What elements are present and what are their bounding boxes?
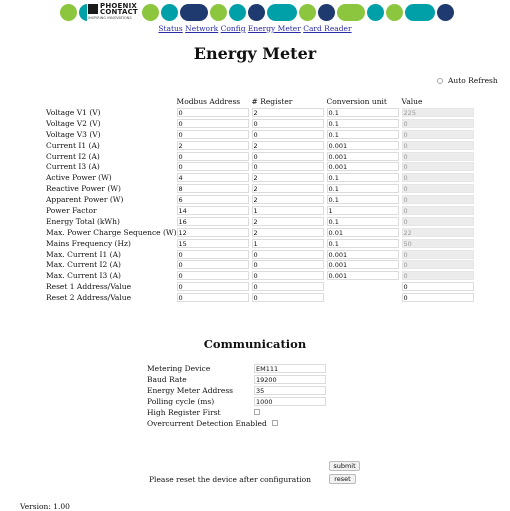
reset-button[interactable]: reset <box>329 474 356 484</box>
table-cell <box>252 140 327 151</box>
row-label: Reset 2 Address/Value <box>46 293 132 303</box>
table-cell <box>177 183 252 194</box>
brand-dot <box>367 4 384 21</box>
table-cell <box>177 227 252 238</box>
value-readonly-field: 0 <box>402 250 474 259</box>
value-readonly-field: 0 <box>402 271 474 280</box>
table-cell <box>252 183 327 194</box>
table-cell <box>252 172 327 183</box>
table-cell <box>252 292 327 303</box>
value-readonly-field: 0 <box>402 130 474 139</box>
value-readonly-field: 0 <box>402 119 474 128</box>
table-cell <box>252 281 327 292</box>
page-title: Energy Meter <box>193 44 317 63</box>
table-row <box>46 161 477 172</box>
nav-link-network[interactable]: Network <box>185 24 219 33</box>
conversion-unit-input[interactable]: 0.1 <box>327 108 399 117</box>
table-cell <box>177 270 252 281</box>
reset-address-input[interactable]: 0 <box>177 293 249 302</box>
table-cell <box>402 129 477 140</box>
table-cell <box>402 227 477 238</box>
conversion-unit-input[interactable]: 0.001 <box>327 271 399 280</box>
nav-link-status[interactable]: Status <box>158 24 183 33</box>
table-cell <box>252 161 327 172</box>
top-nav <box>0 24 510 33</box>
modbus-address-input[interactable]: 0 <box>177 271 249 280</box>
table-cell <box>177 129 252 140</box>
table-cell <box>177 281 252 292</box>
table-cell <box>402 118 477 129</box>
brand-dot <box>229 4 246 21</box>
table-row <box>46 194 477 205</box>
meter-table-body <box>46 107 477 303</box>
register-count-input[interactable]: 1 <box>252 239 324 248</box>
table-cell <box>402 249 477 260</box>
table-header-row <box>46 95 477 107</box>
value-readonly-field: 50 <box>402 239 474 248</box>
table-cell <box>327 281 402 292</box>
brand-dot <box>210 4 227 21</box>
modbus-address-input[interactable]: 0 <box>177 250 249 259</box>
table-cell <box>402 161 477 172</box>
table-row <box>46 238 477 249</box>
modbus-address-input[interactable]: 15 <box>177 239 249 248</box>
modbus-address-input[interactable]: 12 <box>177 228 249 237</box>
table-cell <box>327 270 402 281</box>
table-cell <box>177 151 252 162</box>
conversion-unit-input[interactable]: 0.1 <box>327 195 399 204</box>
register-count-input[interactable]: 0 <box>252 162 324 171</box>
header-label-spacer <box>46 95 177 107</box>
register-count-input[interactable]: 0 <box>252 119 324 128</box>
table-row <box>46 205 477 216</box>
brand-pill <box>267 4 297 21</box>
table-row <box>46 129 477 140</box>
brand-dot <box>437 4 454 21</box>
table-cell <box>252 107 327 118</box>
register-count-input[interactable]: 0 <box>252 130 324 139</box>
table-cell <box>327 216 402 227</box>
table-cell <box>402 292 477 303</box>
reset-address-input[interactable]: 0 <box>177 282 249 291</box>
column-header: # Register <box>251 96 293 106</box>
modbus-address-input[interactable]: 0 <box>177 119 249 128</box>
column-header: Conversion unit <box>326 96 387 106</box>
table-cell <box>177 172 252 183</box>
table-row <box>46 259 477 270</box>
row-label: Max. Current I2 (A) <box>46 260 121 270</box>
logo-title: PHOENIX CONTACT <box>100 2 138 16</box>
submit-button[interactable]: submit <box>329 461 360 471</box>
modbus-address-input[interactable]: 0 <box>177 108 249 117</box>
table-cell <box>177 161 252 172</box>
modbus-address-input[interactable]: 0 <box>177 152 249 161</box>
table-cell <box>327 151 402 162</box>
conversion-unit-input[interactable]: 0.01 <box>327 228 399 237</box>
table-cell <box>402 205 477 216</box>
register-count-input[interactable]: 2 <box>252 108 324 117</box>
table-cell <box>402 238 477 249</box>
modbus-address-input[interactable]: 0 <box>177 130 249 139</box>
meter-address-input[interactable]: 35 <box>254 386 326 395</box>
table-cell <box>327 107 402 118</box>
reset-value-input[interactable]: 0 <box>402 293 474 302</box>
comm-label: Metering Device <box>147 364 211 373</box>
value-readonly-field: 0 <box>402 141 474 150</box>
modbus-address-input[interactable]: 4 <box>177 173 249 182</box>
modbus-address-input[interactable]: 8 <box>177 184 249 193</box>
comm-label: Polling cycle (ms) <box>147 397 215 406</box>
table-row <box>46 216 477 227</box>
table-cell <box>177 216 252 227</box>
table-cell <box>252 151 327 162</box>
row-label: Active Power (W) <box>46 173 112 183</box>
table-cell <box>402 172 477 183</box>
high-register-first-checkbox[interactable] <box>254 409 260 415</box>
table-cell <box>252 118 327 129</box>
reset-row <box>46 292 477 303</box>
table-cell <box>252 238 327 249</box>
table-cell <box>327 205 402 216</box>
conversion-unit-input[interactable]: 0.1 <box>327 173 399 182</box>
register-count-input[interactable]: 2 <box>252 228 324 237</box>
table-cell <box>252 194 327 205</box>
communication-title: Communication <box>203 337 307 351</box>
brand-pill <box>337 4 365 21</box>
value-readonly-field: 0 <box>402 162 474 171</box>
reset-value-input[interactable]: 0 <box>402 282 474 291</box>
table-cell <box>402 194 477 205</box>
comm-row <box>147 418 326 429</box>
brand-dot <box>386 4 403 21</box>
table-row <box>46 172 477 183</box>
value-readonly-field: 0 <box>402 173 474 182</box>
modbus-address-input[interactable]: 16 <box>177 217 249 226</box>
table-cell <box>327 249 402 260</box>
row-label: Current I2 (A) <box>46 151 100 161</box>
row-label: Apparent Power (W) <box>46 195 124 205</box>
table-cell <box>402 216 477 227</box>
row-label: Voltage V3 (V) <box>46 129 101 139</box>
table-cell <box>177 292 252 303</box>
comm-row <box>147 374 326 385</box>
conversion-unit-input[interactable]: 0.1 <box>327 130 399 139</box>
table-cell <box>252 259 327 270</box>
version-label: Version: 1.00 <box>20 502 70 511</box>
row-label: Power Factor <box>46 205 97 215</box>
table-cell <box>327 238 402 249</box>
brand-dot <box>248 4 265 21</box>
brand-dot <box>161 4 178 21</box>
brand-dot <box>318 4 335 21</box>
table-cell <box>327 194 402 205</box>
overcurrent-detection-checkbox[interactable] <box>272 420 278 426</box>
row-label: Max. Current I3 (A) <box>46 271 121 281</box>
nav-link-card-reader[interactable]: Card Reader <box>303 24 352 33</box>
row-label: Current I1 (A) <box>46 140 100 150</box>
row-label: Max. Power Charge Sequence (W) <box>46 227 177 237</box>
table-cell <box>327 140 402 151</box>
table-cell <box>177 238 252 249</box>
table-cell <box>252 129 327 140</box>
comm-row <box>147 396 326 407</box>
nav-link-config[interactable]: Config <box>220 24 246 33</box>
value-readonly-field: 22 <box>402 228 474 237</box>
register-count-input[interactable]: 2 <box>252 195 324 204</box>
table-cell <box>327 172 402 183</box>
table-cell <box>252 227 327 238</box>
table-cell <box>402 151 477 162</box>
brand-pill <box>405 4 435 21</box>
modbus-address-input[interactable]: 0 <box>177 260 249 269</box>
conversion-unit-input[interactable]: 0.1 <box>327 119 399 128</box>
modbus-address-input[interactable]: 0 <box>177 162 249 171</box>
brand-header <box>0 0 510 24</box>
comm-label: Energy Meter Address <box>147 386 234 395</box>
value-readonly-field: 0 <box>402 260 474 269</box>
row-label: Max. Current I1 (A) <box>46 249 121 259</box>
value-readonly-field: 0 <box>402 184 474 193</box>
table-cell <box>402 183 477 194</box>
row-label: Reset 1 Address/Value <box>46 282 132 292</box>
table-cell <box>327 259 402 270</box>
table-cell <box>177 194 252 205</box>
comm-row <box>147 363 326 374</box>
polling-cycle-input[interactable]: 1000 <box>254 397 326 406</box>
conversion-unit-input[interactable]: 1 <box>327 206 399 215</box>
baud-rate-input[interactable]: 19200 <box>254 375 326 384</box>
table-cell <box>327 161 402 172</box>
value-readonly-field: 0 <box>402 206 474 215</box>
row-label: Mains Frequency (Hz) <box>46 238 131 248</box>
table-cell <box>177 249 252 260</box>
table-cell <box>327 129 402 140</box>
logo-tagline: INSPIRING INNOVATIONS <box>88 16 132 20</box>
register-count-input[interactable]: 2 <box>252 141 324 150</box>
row-label: Voltage V2 (V) <box>46 118 101 128</box>
table-row <box>46 151 477 162</box>
table-cell <box>402 259 477 270</box>
column-header: Modbus Address <box>176 96 241 106</box>
reset-register-input[interactable]: 0 <box>252 293 324 302</box>
table-cell <box>177 205 252 216</box>
communication-table <box>147 363 326 429</box>
conversion-unit-input[interactable]: 0.001 <box>327 250 399 259</box>
modbus-address-input[interactable]: 14 <box>177 206 249 215</box>
value-readonly-field: 225 <box>402 108 474 117</box>
table-cell <box>402 270 477 281</box>
register-count-input[interactable]: 0 <box>252 152 324 161</box>
register-count-input[interactable]: 0 <box>252 271 324 280</box>
logo-mark-icon <box>88 4 98 14</box>
reset-register-input[interactable]: 0 <box>252 282 324 291</box>
row-label: Current I3 (A) <box>46 162 100 172</box>
reset-row <box>46 281 477 292</box>
conversion-unit-input[interactable]: 0.001 <box>327 260 399 269</box>
brand-dot <box>142 4 159 21</box>
row-label: Reactive Power (W) <box>46 184 121 194</box>
brand-dot <box>60 4 77 21</box>
table-cell <box>402 107 477 118</box>
auto-refresh-radio[interactable] <box>437 78 443 84</box>
table-row <box>46 118 477 129</box>
phoenix-contact-logo <box>87 3 139 22</box>
value-readonly-field: 0 <box>402 152 474 161</box>
table-row <box>46 270 477 281</box>
comm-label: High Register First <box>147 408 221 417</box>
comm-label: Baud Rate <box>147 375 187 384</box>
table-cell <box>252 205 327 216</box>
table-row <box>46 249 477 260</box>
table-cell <box>402 281 477 292</box>
comm-row <box>147 385 326 396</box>
conversion-unit-input[interactable]: 0.001 <box>327 141 399 150</box>
auto-refresh-label: Auto Refresh <box>448 76 498 85</box>
comm-label: Overcurrent Detection Enabled <box>147 419 267 428</box>
comm-row <box>147 407 326 418</box>
reset-note: Please reset the device after configuration <box>149 475 311 484</box>
brand-pill <box>180 4 208 21</box>
table-row <box>46 107 477 118</box>
row-label: Voltage V1 (V) <box>46 107 101 117</box>
table-cell <box>402 140 477 151</box>
conversion-unit-input[interactable]: 0.1 <box>327 217 399 226</box>
conversion-unit-input[interactable]: 0.001 <box>327 152 399 161</box>
value-readonly-field: 0 <box>402 217 474 226</box>
table-cell <box>327 183 402 194</box>
table-row <box>46 140 477 151</box>
nav-link-energy-meter[interactable]: Energy Meter <box>247 24 301 33</box>
overcurrent-cell <box>147 418 326 429</box>
conversion-unit-input[interactable]: 0.001 <box>327 162 399 171</box>
table-cell <box>177 118 252 129</box>
register-count-input[interactable]: 2 <box>252 173 324 182</box>
value-readonly-field: 0 <box>402 195 474 204</box>
table-cell <box>327 118 402 129</box>
table-cell <box>177 140 252 151</box>
table-row <box>46 227 477 238</box>
conversion-unit-input[interactable]: 0.1 <box>327 184 399 193</box>
modbus-address-input[interactable]: 2 <box>177 141 249 150</box>
table-cell <box>177 259 252 270</box>
conversion-unit-input[interactable]: 0.1 <box>327 239 399 248</box>
table-row <box>46 183 477 194</box>
metering-device-input[interactable]: EM111 <box>254 364 326 373</box>
energy-meter-table <box>46 95 477 303</box>
register-count-input[interactable]: 0 <box>252 260 324 269</box>
table-cell <box>327 292 402 303</box>
table-cell <box>177 107 252 118</box>
table-cell <box>327 227 402 238</box>
brand-dot <box>299 4 316 21</box>
modbus-address-input[interactable]: 6 <box>177 195 249 204</box>
auto-refresh-control[interactable] <box>437 76 498 85</box>
register-count-input[interactable]: 2 <box>252 217 324 226</box>
register-count-input[interactable]: 0 <box>252 250 324 259</box>
table-cell <box>252 249 327 260</box>
row-label: Energy Total (kWh) <box>46 216 120 226</box>
register-count-input[interactable]: 1 <box>252 206 324 215</box>
register-count-input[interactable]: 2 <box>252 184 324 193</box>
table-cell <box>252 216 327 227</box>
column-header: Value <box>401 96 423 106</box>
table-cell <box>252 270 327 281</box>
